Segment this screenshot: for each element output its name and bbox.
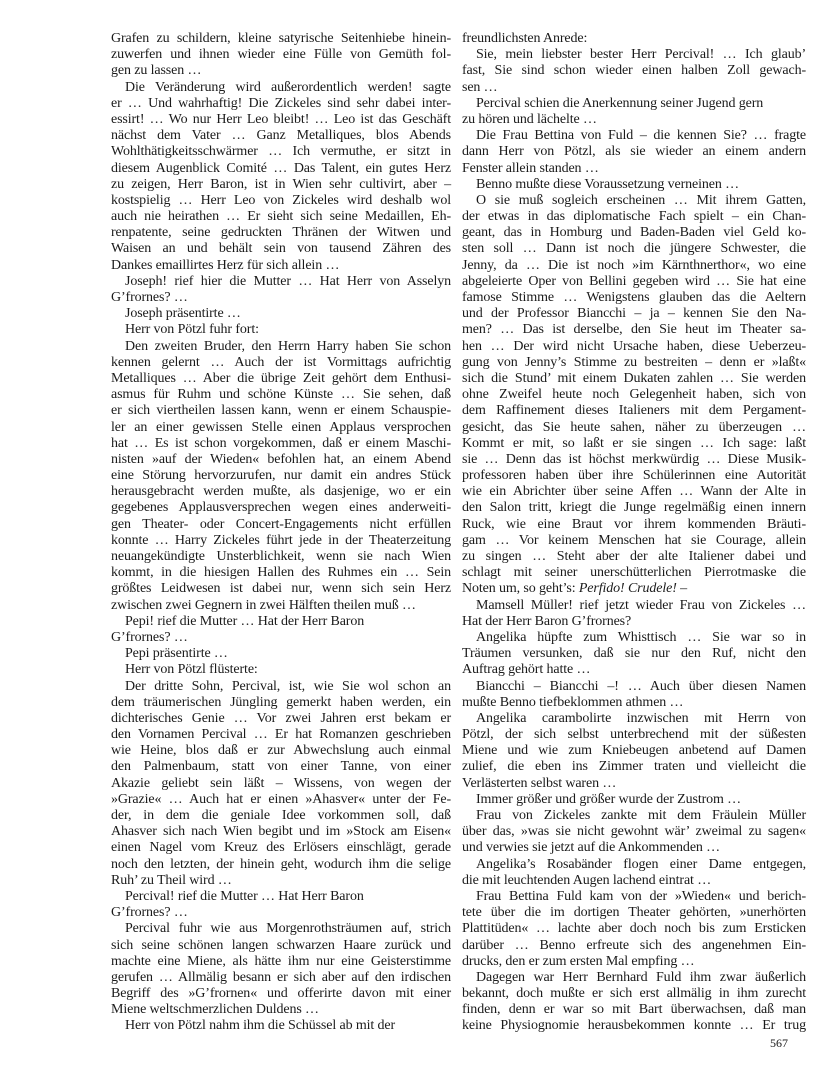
paragraph — [111, 31, 451, 80]
text-line: Hat der Herr Baron G’frornes? — [462, 613, 632, 629]
text-line: abgeleierte Oper von Bellini gegeben wird … Sie hat eine — [462, 273, 806, 289]
italic-text: Perfido! Crudele! — [578, 581, 677, 597]
text-line: zulief, die eben ins Zimmer traten und vielleicht die — [462, 759, 806, 775]
text-column-left — [111, 31, 451, 1035]
text-line: Pepi präsentirte … — [125, 646, 228, 662]
paragraph — [462, 31, 806, 47]
text-line: Metalliques … Aber die übrige Zeit gehört dem Enthusi- — [111, 370, 451, 386]
text-line: diesem Augenblick Comité … Das Talent, ein gutes Herz — [111, 160, 451, 176]
text-line: Miene weltschmerzlichen Duldens … — [111, 1002, 319, 1018]
text-line: konnte … Harry Zickeles führt jede in der Theaterzeitung — [111, 532, 451, 548]
paragraph — [462, 857, 806, 889]
text-line: Sie, mein liebster bester Herr Percival! … Ich glaub’ — [476, 47, 806, 63]
text-line: nisten »auf der Wieden« befohlen hat, an einem Abend — [111, 451, 451, 467]
text-line: dann Herr von Pötzl, als sie wieder an einem andern — [462, 144, 806, 160]
text-line: Auftrag gehört hatte … — [462, 662, 591, 678]
text-line: nächst dem Vater … Ganz Metalliques, blos Abends — [111, 128, 451, 144]
paragraph — [462, 598, 806, 630]
text-line — [462, 581, 806, 597]
text-line: größtes Leidwesen ist dabei nur, wenn sich sein Herz — [111, 581, 451, 597]
text-line: Mamsell Müller! rief jetzt wieder Frau von Zickeles … — [476, 597, 806, 613]
text-line: zu hören und lächelte … — [462, 111, 597, 127]
text-line: über das, »was sie nicht gewohnt wär’ zweimal zu sagen« — [462, 824, 806, 840]
text-line: neuangekündigte Unsterblichkeit, wenn sie nach Wien — [111, 549, 451, 564]
text-line: eine Störung hervorzurufen, nur damit ein andres Stück — [111, 468, 451, 484]
text-line: Percival! rief die Mutter … Hat Herr Baron — [125, 888, 364, 904]
text-line: fast, Sie sind schon wieder einen halben Zoll gewach- — [462, 63, 806, 79]
text-line: Frau Bettina Fuld kam von der »Wieden« und berich- — [476, 888, 806, 904]
text-line: Der dritte Sohn, Percival, ist, wie Sie wol schon an — [125, 678, 451, 694]
text-line: gerufen … Allmälig besann er sich aber auf den irdischen — [111, 969, 451, 985]
text-line: Herr von Pötzl fuhr fort: — [125, 322, 259, 338]
paragraph — [111, 80, 451, 274]
paragraph — [462, 808, 806, 857]
text-line: men? … Das ist derselbe, den Sie heut im Theater sa- — [462, 322, 806, 338]
text-line: Herr von Pötzl flüsterte: — [125, 662, 258, 678]
text-line: Akazie geliebt sein läßt – Wissens, von wegen der — [111, 775, 451, 791]
text-line: Träumen versunken, daß sie nur den Ruf, nicht den — [462, 646, 806, 662]
paragraph — [111, 322, 451, 338]
text-line: dem träumerischen Jüngling gemerkt haben werden, ein — [111, 694, 451, 710]
text-line: kennen gelernt … Auch der ist Vormittags aufrichtig — [111, 354, 451, 370]
text-line: Dagegen war Herr Bernhard Fuld ihm zwar äußerlich — [476, 969, 806, 985]
text-line: und verwies sie jetzt auf die Ankommenden … — [462, 840, 721, 856]
paragraph — [111, 646, 451, 662]
text-line: einen Nagel vom Kreuz des Erlösers einschlägt, gerade — [111, 840, 451, 856]
text-line: herausgebracht werden mußte, als dasjenige, wo er ein — [111, 484, 451, 500]
text-column-right — [462, 31, 806, 1035]
text-line: Pepi! rief die Mutter … Hat der Herr Baron — [125, 613, 365, 629]
text-line: Miene und wie zum Kniebeugen anbetend auf Damen — [462, 743, 806, 759]
text-line: den Vornamen Percival … Er hat Romanzen geschrieben — [111, 727, 451, 743]
text-line: Fenster allein standen … — [462, 160, 599, 176]
text-line: den Palmenbaum, statt von einer Tanne, von einer — [111, 759, 451, 775]
text-line: drucks, den er zum ersten Mal empfing … — [462, 953, 695, 969]
text-line: Kommt er mit, so laßt er sie singen … Ich sage: laßt — [462, 435, 806, 451]
text-line: schlagt mit seiner unerschütterlichen Pierrotmaske die — [462, 565, 806, 581]
paragraph — [462, 630, 806, 679]
text-line: er … Und wahrhaftig! Die Zickeles sind sehr dabei inter- — [111, 95, 451, 111]
paragraph — [462, 177, 806, 193]
text-line: freundlichsten Anrede: — [462, 31, 588, 46]
text-line: keine Physiognomie herausbekommen konnte … Er trug — [462, 1018, 806, 1034]
text-line: der, in dem die geniale Idee vorkommen soll, daß — [111, 808, 451, 823]
text-line: Jenny, da … Die ist noch »im Kärnthnerthor«, wo eine — [462, 257, 806, 273]
paragraph — [111, 662, 451, 678]
text-line: Waisen an und behält sein von tausend Zähren des — [111, 241, 451, 257]
text-line: Dankes emaillirtes Herz für sich allein … — [111, 257, 340, 273]
text-line: Angelika’s Rosabänder flogen einer Dame entgegen, — [476, 856, 806, 872]
text-line: der etwas in das diplomatische Fach spielt – ein Chan- — [462, 209, 806, 225]
text-line: G’frornes? … — [111, 629, 188, 645]
text-line: Biancchi – Biancchi –! … Auch über diesen Namen — [476, 678, 806, 694]
text-line: dichterisches Genie … Vor zwei Jahren erst bekam er — [111, 710, 451, 726]
paragraph — [462, 970, 806, 1035]
text-line: gam … Vor keinem Menschen hat sie Courage, allein — [462, 532, 806, 548]
text-line: zu zeigen, Herr Baron, ist in Wien sehr cultivirt, aber – — [111, 176, 451, 192]
text-line: sen … — [462, 79, 498, 95]
text-line: Ruck, wie eine Braut vor ihrem kommenden Bräuti- — [462, 516, 806, 532]
text-line: sich die Stund’ mit einem Dukaten zahlen … Sie werden — [462, 370, 806, 386]
text-line: Ruh’ zu Theil wird … — [111, 872, 232, 888]
paragraph — [462, 128, 806, 177]
paragraph — [462, 47, 806, 96]
text-line: gesicht, das Sie heute sahen, näher zu überzeugen … — [462, 419, 806, 435]
paragraph — [462, 193, 806, 598]
text-line: finden, denn er war so mit Bart überwachsen, daß man — [462, 1002, 806, 1018]
text-line: darüber … Benno erfreute sich des angenehmen Ein- — [462, 937, 806, 953]
text-segment: – — [676, 581, 688, 597]
text-line: noch den letzten, der hinein geht, wodurch ihm die selige — [111, 856, 451, 872]
text-line: wie ein Abrichter über seine Affen … Wann der Alte in — [462, 484, 806, 500]
text-line: G’frornes? … — [111, 905, 188, 921]
text-line: gung von Jenny’s Stimme zu bestreiten – denn er »laßt« — [462, 354, 806, 370]
text-line: und der Professor Biancchi – ja – kennen Sie den Na- — [462, 306, 806, 322]
text-line: Angelika carambolirte inzwischen mit Herrn von — [476, 710, 806, 726]
text-line: gegebenes Applausversprechen wegen eines anderweiti- — [111, 500, 451, 516]
text-line: wie Heine, blos daß er zur Abwechslung auch einmal — [111, 743, 451, 759]
page-number: 567 — [770, 1036, 788, 1050]
text-line: kommt, in die hiesigen Hallen des Ruhmes ein … Sein — [111, 565, 451, 581]
text-line: kostspielig … Herr Leo von Zickeles wird deshalb wol — [111, 192, 451, 208]
text-line: dem Raffinement dieses Italieners mit dem Pergament- — [462, 403, 806, 419]
text-line: tete über die im dortigen Theater gehörten, »unerhörten — [462, 905, 806, 921]
text-line: G’frornes? … — [111, 290, 188, 305]
text-line: Benno mußte diese Voraussetzung verneinen … — [476, 176, 739, 192]
text-line: machte eine Miene, als hätte ihm nur eine Geisterstimme — [111, 953, 451, 969]
paragraph — [111, 921, 451, 1018]
text-line: renpatente, seine gedruckten Thränen der Witwen und — [111, 225, 451, 241]
text-line: Angelika hüpfte zum Whisttisch … Sie war so in — [476, 629, 806, 645]
text-segment: Noten um, so geht’s: — [462, 581, 579, 597]
paragraph — [462, 889, 806, 970]
text-line: hen … Der wird nicht Ursache haben, diese Ueberzeu- — [462, 338, 806, 354]
text-line: die mit leuchtenden Augen lachend eintrat … — [462, 872, 712, 888]
text-line: mußte Benno tiefbeklommen athmen … — [462, 694, 684, 710]
paragraph — [462, 711, 806, 792]
text-line: Percival schien die Anerkennung seiner Jugend gern — [476, 95, 764, 111]
paragraph — [111, 306, 451, 322]
text-line: sich seine schönen langen schwarzen Haare zurück und — [111, 937, 451, 953]
text-line: Die Frau Bettina von Fuld – die kennen Sie? … fragte — [476, 128, 806, 144]
text-line: Grafen zu schildern, kleine satyrische Seitenhiebe hinein- — [111, 31, 451, 46]
text-line: gen Theater- oder Concert-Engagements nicht erfüllen — [111, 516, 451, 532]
text-line: er sich viertheilen lassen kann, wenn er einem Schauspie- — [111, 403, 451, 419]
text-line: Verlästerten selbst waren … — [462, 775, 617, 791]
text-line: auch nie heirathen … Er sieht sich seine Medaillen, Eh- — [111, 209, 451, 225]
paragraph — [462, 792, 806, 808]
text-line: professoren haben über ihre Schülerinnen eine Autorität — [462, 468, 806, 484]
text-line: zu singen … Steht aber der alte Italiener dabei und — [462, 549, 806, 564]
paragraph — [111, 679, 451, 889]
text-line: sie … Denn das ist höchst merkwürdig … Diese Musik- — [462, 451, 806, 467]
paragraph — [111, 614, 451, 646]
text-line: zuwerfen und ihnen wieder eine Fülle von Gemüth fol- — [111, 47, 451, 63]
paragraph — [462, 96, 806, 128]
text-line: Ahasver sich nach Wien begibt und im »Stock am Eisen« — [111, 824, 451, 840]
text-line: Plattitüden« … lachte aber doch noch bis zum Ersticken — [462, 921, 806, 937]
text-line: sten soll … Dann ist noch die jüngere Schwester, die — [462, 241, 806, 257]
text-line: ler an einer gewissen Stelle einen Applaus versprochen — [111, 419, 451, 435]
text-line: essirt! … Wo nur Herr Leo bleibt! … Leo ist das Geschäft — [111, 111, 451, 127]
text-line: ohne Zweifel heute noch Gelegenheit haben, sich von — [462, 387, 806, 403]
text-line: den Salon tritt, kriegt die Junge regelmäßig einen innern — [462, 500, 806, 516]
text-line: zwischen zwei Gegnern in zwei Hälften theilen muß … — [111, 597, 416, 613]
paragraph — [111, 274, 451, 306]
text-line: gen zu lassen … — [111, 63, 202, 79]
text-line: Herr von Pötzl nahm ihm die Schüssel ab mit der — [125, 1018, 396, 1034]
text-line: Frau von Zickeles zankte mit dem Fräulein Müller — [476, 808, 806, 823]
text-line: »Grazie« … Auch hat er einen »Ahasver« unter der Fe- — [111, 791, 451, 807]
text-line: Den zweiten Bruder, den Herrn Harry haben Sie schon — [125, 338, 451, 354]
paragraph — [111, 889, 451, 921]
text-line: Pötzl, der sich selbst unterbrechend mit der süßesten — [462, 727, 806, 743]
text-line: Percival fuhr wie aus Morgenrothsträumen auf, strich — [125, 921, 451, 937]
text-line: asmus für Ruhm und schöne Künste … Sie sehen, daß — [111, 387, 451, 403]
paragraph — [462, 679, 806, 711]
paragraph — [111, 339, 451, 614]
text-line: Die Veränderung wird außerordentlich werden! sagte — [125, 79, 451, 95]
text-line: O sie muß sogleich erscheinen … Mit ihrem Gatten, — [476, 192, 806, 208]
text-line: Joseph! rief hier die Mutter … Hat Herr von Asselyn — [125, 273, 451, 289]
text-line: Wohlthätigkeitsschwärmer … Ich vermuthe, er sitzt in — [111, 144, 451, 160]
text-line: Joseph präsentirte … — [125, 306, 241, 322]
paragraph — [111, 1018, 451, 1034]
text-line: hat … Es ist schon vorgekommen, daß er einem Maschi- — [111, 435, 451, 451]
text-line: famose Stimme … Wenigstens glauben das die Aeltern — [462, 290, 806, 305]
text-line: geant, das in Homburg und Baden-Baden viel Geld ko- — [462, 225, 806, 241]
text-line: Begriff des »G’frornen« und offerirte davon mit einer — [111, 986, 451, 1002]
text-line: bekannt, doch mußte er sich erst allmälig in ihm zurecht — [462, 986, 806, 1002]
text-line: Immer größer und größer wurde der Zustrom … — [476, 791, 742, 807]
